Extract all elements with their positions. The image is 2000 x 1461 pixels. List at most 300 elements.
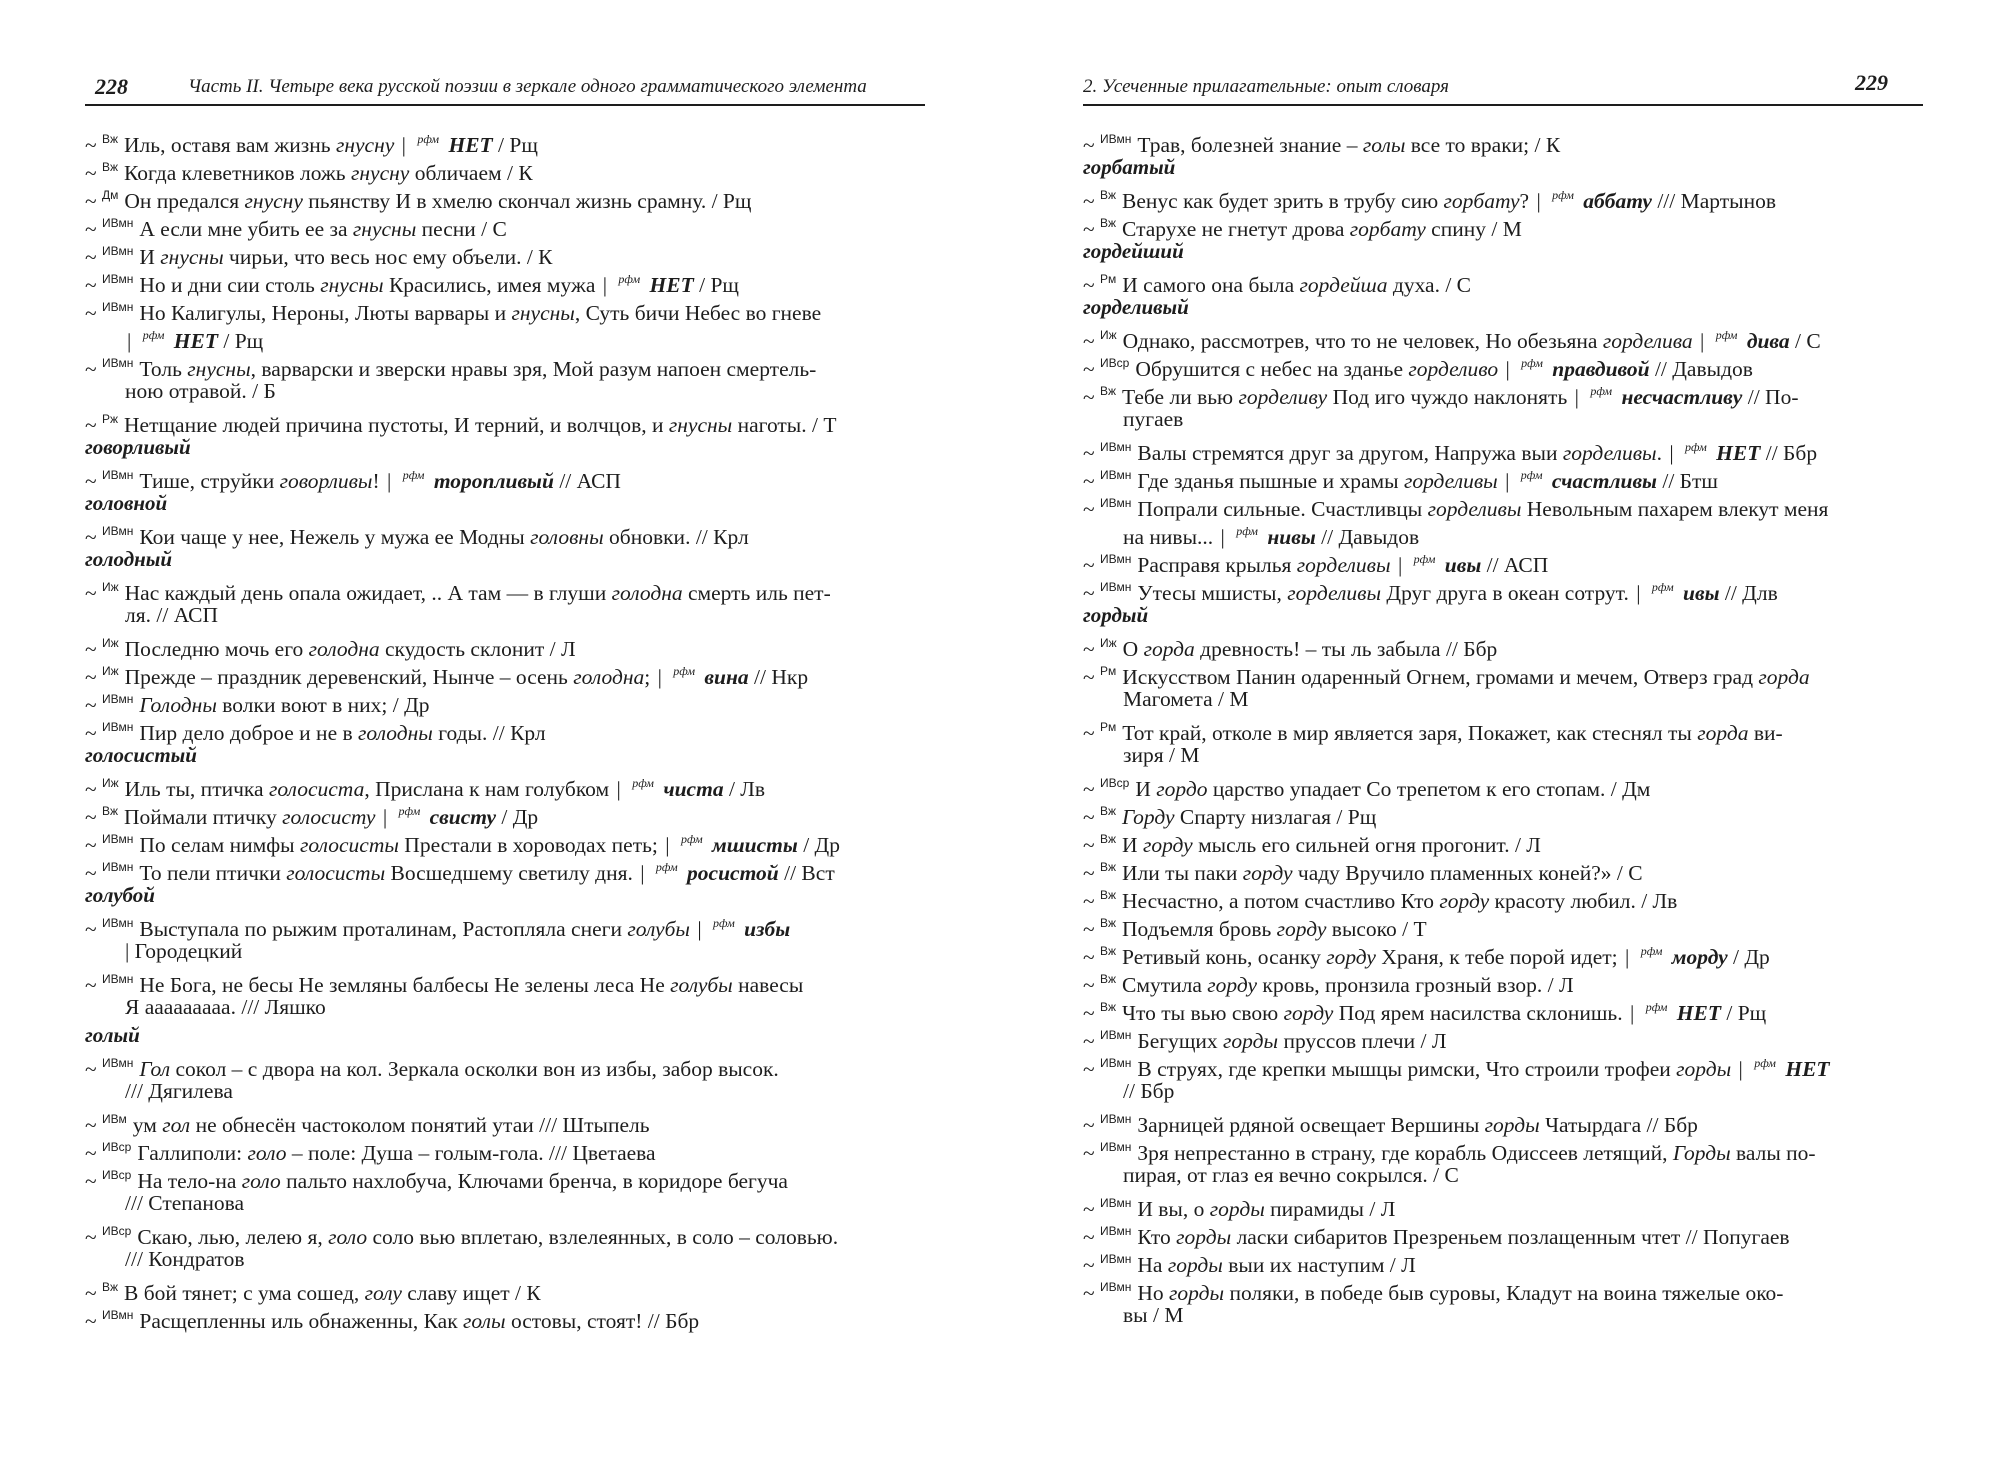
citation-text: На тело-на [137, 1169, 242, 1193]
citation-text: пирая, от глаз ея вечно сокрылся. / С [1123, 1163, 1459, 1187]
citation-text: мысль его сильней огня прогонит. / Л [1192, 833, 1541, 857]
case-mark: ИВмн [1100, 1140, 1132, 1154]
citation-continuation [1083, 1077, 1908, 1105]
tilde-marker: ~ [1083, 357, 1095, 381]
tilde-marker: ~ [85, 245, 97, 269]
citation-text: Пир дело доброе и не в [139, 721, 359, 745]
citation-text: Кто [1137, 1225, 1177, 1249]
citation-line [85, 1217, 910, 1249]
keyword: Горду [1122, 805, 1175, 829]
tilde-marker: ~ [1083, 1197, 1095, 1221]
rhyme-mark: рфм [1236, 524, 1258, 538]
tilde-marker: ~ [85, 357, 97, 381]
citation-text: / Рщ [693, 273, 739, 297]
keyword: горбату [1443, 189, 1520, 213]
keyword: горды [1169, 1281, 1225, 1305]
citation-continuation [1083, 405, 1908, 433]
citation-text: духа. / С [1387, 273, 1472, 297]
case-mark: Вж [1100, 944, 1117, 958]
rhyme-mark: рфм [1651, 580, 1674, 594]
citation-line [1083, 209, 1908, 241]
tilde-marker: ~ [1083, 637, 1095, 661]
rhyme-separator: | [387, 469, 397, 493]
keyword: голо [328, 1225, 368, 1249]
case-mark: ИВмн [1100, 496, 1132, 510]
tilde-marker: ~ [1083, 441, 1095, 465]
rhyme-mark: рфм [1520, 468, 1543, 482]
citation-text: ; [644, 665, 656, 689]
keyword: горды [1223, 1029, 1279, 1053]
citation-line [85, 797, 910, 829]
rhyme-separator: | [396, 133, 412, 157]
citation-text: Магомета / М [1123, 687, 1249, 711]
citation-text: Но [1137, 1281, 1170, 1305]
citation-line [85, 237, 910, 269]
citation-line [85, 405, 910, 437]
citation-continuation [1083, 741, 1908, 769]
citation-text: Валы стремятся друг за другом, Напружа выи [1137, 441, 1563, 465]
tilde-marker: ~ [1083, 945, 1095, 969]
citation-line [1083, 993, 1908, 1025]
keyword: голы [463, 1309, 506, 1333]
citation-text: Последню мочь его [124, 637, 309, 661]
case-mark: Иж [1100, 636, 1117, 650]
citation-text: О [1122, 637, 1144, 661]
citation-text: /// Дягилева [125, 1079, 233, 1103]
case-mark: ИВмн [102, 860, 134, 874]
case-mark: Дм [102, 188, 119, 202]
rhyme-word: торопливый [428, 469, 554, 493]
rhyme-separator: | [1505, 469, 1515, 493]
citation-text: Храня, к тебе порой идет; [1375, 945, 1623, 969]
citation-continuation [85, 601, 910, 629]
citation-line [85, 629, 910, 661]
citation-text: Красились, имея мужа [383, 273, 601, 297]
case-mark: Вж [1100, 860, 1117, 874]
citation-text: Однако, рассмотрев, что то не человек, Но обезьяна [1122, 329, 1603, 353]
citation-text: Нас каждый день опала ожидает, .. А там — в глуши [124, 581, 612, 605]
rhyme-word: дива [1741, 329, 1790, 353]
citation-text: – поле: Душа – голым-гола. /// Цветаева [286, 1141, 656, 1165]
headword-text: голубой [85, 883, 155, 907]
case-mark: Вж [102, 160, 119, 174]
headword-text: горбатый [1083, 155, 1176, 179]
citation-text: / Рщ [1721, 1001, 1767, 1025]
citation-text: Он предался [124, 189, 245, 213]
citation-text: Зарницей рдяной освещает Вершины [1137, 1113, 1485, 1137]
keyword: Голодны [139, 693, 217, 717]
citation-text: Расщепленны иль обнаженны, Как [139, 1309, 464, 1333]
case-mark: ИВмн [102, 300, 134, 314]
tilde-marker: ~ [1083, 777, 1095, 801]
citation-text: Искусством Панин одаренный Огнем, громами и мечем, Отверз град [1122, 665, 1759, 689]
tilde-marker: ~ [85, 917, 97, 941]
citation-text: / Др [797, 833, 840, 857]
keyword: гнусны [511, 301, 575, 325]
keyword: горды [1676, 1057, 1732, 1081]
citation-text: Расправя крылья [1137, 553, 1297, 577]
citation-line [85, 909, 910, 941]
rhyme-mark: рфм [398, 804, 421, 818]
rhyme-mark: рфм [618, 272, 641, 286]
citation-text: Кои чаще у нее, Нежель у мужа ее Модны [139, 525, 531, 549]
tilde-marker: ~ [1083, 917, 1095, 941]
citation-text: / Рщ [218, 329, 264, 353]
keyword: голо [247, 1141, 287, 1165]
rhyme-separator: | [382, 805, 393, 829]
citation-text: Престали в хороводах петь; [398, 833, 664, 857]
citation-text: , Прислана к нам голубком [364, 777, 615, 801]
case-mark: ИВмн [102, 1308, 134, 1322]
keyword: гнусны [352, 217, 417, 241]
case-mark: Вж [1100, 888, 1117, 902]
rhyme-separator: | [1669, 441, 1680, 465]
citation-text: Утесы мшисты, [1137, 581, 1288, 605]
case-mark: ИВср [1100, 776, 1130, 790]
tilde-marker: ~ [1083, 133, 1095, 157]
citation-text: Тот край, отколе в мир является заря, Покажет, как стеснял ты [1122, 721, 1698, 745]
citation-continuation [85, 1077, 910, 1105]
headword [1083, 293, 1908, 321]
rhyme-separator: | [1700, 329, 1710, 353]
case-mark: ИВмн [102, 524, 134, 538]
rhyme-mark: рфм [713, 916, 735, 930]
tilde-marker: ~ [1083, 665, 1095, 689]
case-mark: Вж [1100, 804, 1117, 818]
citation-text: ! [372, 469, 386, 493]
citation-line [1083, 573, 1908, 605]
keyword: голодна [611, 581, 683, 605]
citation-text: Поймали птичку [124, 805, 283, 829]
citation-line [1083, 881, 1908, 913]
tilde-marker: ~ [85, 973, 97, 997]
citation-line [1083, 349, 1908, 381]
case-mark: ИВмн [102, 692, 134, 706]
citation-line [1083, 489, 1908, 521]
citation-text: пальто нахлобуча, Ключами бренча, в коридоре бегуча [280, 1169, 788, 1193]
tilde-marker: ~ [1083, 329, 1095, 353]
citation-line [1083, 321, 1908, 353]
page-number: 228 [95, 74, 128, 99]
keyword: горду [1142, 833, 1193, 857]
case-mark: Вж [102, 132, 119, 146]
citation-text: Иль ты, птичка [124, 777, 269, 801]
citation-text: Когда клеветников ложь [124, 161, 351, 185]
tilde-marker: ~ [85, 693, 97, 717]
citation-text: песни / С [416, 217, 507, 241]
citation-line [1083, 1189, 1908, 1221]
case-mark: Иж [1100, 328, 1117, 342]
headword [1083, 237, 1908, 265]
citation-line [85, 685, 910, 717]
case-mark: Вж [1100, 832, 1117, 846]
headword [1083, 601, 1908, 629]
citation-text: наготы. / Т [732, 413, 837, 437]
tilde-marker: ~ [85, 525, 97, 549]
rhyme-mark: рфм [632, 776, 654, 790]
citation-text: На [1137, 1253, 1168, 1277]
rhyme-mark: рфм [1413, 552, 1436, 566]
rhyme-separator: | [1630, 1001, 1640, 1025]
tilde-marker: ~ [85, 189, 97, 213]
tilde-marker: ~ [85, 133, 97, 157]
citation-text: на нивы... [1123, 525, 1219, 549]
tilde-marker: ~ [1083, 469, 1095, 493]
tilde-marker: ~ [85, 161, 97, 185]
keyword: головны [530, 525, 604, 549]
citation-continuation [85, 321, 910, 353]
headword-text: голосистый [85, 743, 197, 767]
citation-line [1083, 1021, 1908, 1053]
case-mark: ИВмн [102, 720, 134, 734]
citation-text: зиря / М [1123, 743, 1200, 767]
tilde-marker: ~ [85, 1225, 97, 1249]
rhyme-word: свисту [424, 805, 497, 829]
tilde-marker: ~ [85, 217, 97, 241]
case-mark: ИВср [1100, 356, 1130, 370]
case-mark: ИВср [102, 1224, 132, 1238]
citation-text: / Лв [723, 777, 766, 801]
case-mark: Рм [1100, 720, 1117, 734]
citation-line [85, 573, 910, 605]
citation-text: ум [132, 1113, 163, 1137]
case-mark: ИВмн [1100, 1196, 1132, 1210]
citation-text: Чатырдага // Ббр [1539, 1113, 1698, 1137]
case-mark: ИВмн [102, 244, 134, 258]
citation-line [1083, 909, 1908, 941]
citation-line [1083, 125, 1908, 157]
citation-text: валы по- [1730, 1141, 1816, 1165]
rhyme-mark: рфм [1645, 1000, 1668, 1014]
keyword: горделивы [1296, 553, 1391, 577]
headword [85, 741, 910, 769]
keyword: гордо [1156, 777, 1208, 801]
left-page [85, 0, 925, 1461]
rhyme-mark: рфм [1521, 356, 1543, 370]
rhyme-mark: рфм [1640, 944, 1663, 958]
tilde-marker: ~ [1083, 1057, 1095, 1081]
citation-line [85, 1133, 910, 1165]
keyword: горда [1758, 665, 1810, 689]
citation-text: Толь [139, 357, 188, 381]
citation-text: И [1135, 777, 1157, 801]
keyword: говорливы [279, 469, 373, 493]
keyword: горделивы [1427, 497, 1522, 521]
headword-text: головной [85, 491, 168, 515]
citation-text: царство упадает Со трепетом к его стопам. / Дм [1207, 777, 1651, 801]
case-mark: ИВм [102, 1112, 127, 1126]
citation-text: Обрушится с небес на зданье [1135, 357, 1409, 381]
citation-line [85, 853, 910, 885]
tilde-marker: ~ [1083, 497, 1095, 521]
rhyme-mark: рфм [142, 328, 165, 342]
keyword: голу [364, 1281, 402, 1305]
citation-continuation [1083, 1161, 1908, 1189]
rhyme-mark: рфм [655, 860, 678, 874]
citation-text: пугаев [1123, 407, 1184, 431]
keyword: голы [1362, 133, 1406, 157]
citation-line [85, 769, 910, 801]
dictionary-column [1083, 125, 1908, 1329]
citation-text: // Ббр [1760, 441, 1818, 465]
citation-text: По селам нимфы [139, 833, 300, 857]
tilde-marker: ~ [85, 273, 97, 297]
citation-text: И [139, 245, 161, 269]
case-mark: Вж [1100, 1000, 1117, 1014]
rhyme-separator: | [602, 273, 613, 297]
rhyme-word: НЕТ [1671, 1001, 1721, 1025]
page-number: 229 [1855, 70, 1888, 95]
citation-text: чаду Вручило пламенных коней?» / С [1292, 861, 1643, 885]
citation-text: /// Кондратов [125, 1247, 245, 1271]
citation-line [1083, 1217, 1908, 1249]
tilde-marker: ~ [1083, 217, 1095, 241]
citation-text: Друг друга в океан сотрут. [1381, 581, 1635, 605]
citation-line [1083, 1133, 1908, 1165]
citation-text: смерть иль пет- [682, 581, 831, 605]
rhyme-word: НЕТ [168, 329, 218, 353]
citation-line [1083, 937, 1908, 969]
citation-text: Я ааааааааа. /// Ляшко [125, 995, 326, 1019]
citation-text: // АСП [1481, 553, 1549, 577]
keyword: гнусну [244, 189, 303, 213]
keyword: голубы [670, 973, 733, 997]
case-mark: ИВмн [102, 972, 134, 986]
keyword: горделиво [1408, 357, 1499, 381]
citation-line [1083, 713, 1908, 745]
rhyme-mark: рфм [417, 132, 440, 146]
keyword: горды [1176, 1225, 1232, 1249]
keyword: гнусны [187, 357, 251, 381]
tilde-marker: ~ [85, 1169, 97, 1193]
tilde-marker: ~ [1083, 553, 1095, 577]
case-mark: Иж [102, 636, 119, 650]
tilde-marker: ~ [1083, 889, 1095, 913]
keyword: горделивы [1287, 581, 1382, 605]
headword [85, 545, 910, 573]
rhyme-separator: | [657, 665, 668, 689]
rhyme-separator: | [1636, 581, 1646, 605]
rhyme-separator: | [1220, 525, 1231, 549]
rhyme-mark: рфм [1715, 328, 1738, 342]
case-mark: ИВмн [102, 1056, 134, 1070]
citation-text: ? [1519, 189, 1535, 213]
rhyme-word: ивы [1439, 553, 1482, 577]
keyword: горду [1242, 861, 1293, 885]
tilde-marker: ~ [1083, 1001, 1095, 1025]
case-mark: Вж [1100, 188, 1117, 202]
citation-text: // Бтш [1656, 469, 1718, 493]
case-mark: Вж [1100, 972, 1117, 986]
keyword: горделивы [1403, 469, 1498, 493]
case-mark: ИВмн [1100, 1112, 1132, 1126]
tilde-marker: ~ [1083, 721, 1095, 745]
running-head [1083, 70, 1923, 106]
case-mark: Иж [102, 580, 119, 594]
rhyme-mark: рфм [680, 832, 703, 846]
citation-text: Иль, оставя вам жизнь [124, 133, 336, 157]
tilde-marker: ~ [85, 777, 97, 801]
keyword: горду [1276, 917, 1327, 941]
rhyme-word: несчастливу [1616, 385, 1743, 409]
citation-text: А если мне убить ее за [139, 217, 353, 241]
headword [85, 1021, 910, 1049]
citation-text: , Суть бичи Небес во гневе [574, 301, 822, 325]
citation-text: красоту любил. / Лв [1489, 889, 1678, 913]
keyword: голосисты [286, 861, 386, 885]
keyword: голо [241, 1169, 281, 1193]
citation-line [85, 1105, 910, 1137]
citation-line [85, 265, 910, 297]
citation-text: | Городецкий [125, 939, 243, 963]
citation-text: / Др [496, 805, 539, 829]
dictionary-column [85, 125, 910, 1333]
citation-text: / Рщ [492, 133, 538, 157]
citation-line [1083, 853, 1908, 885]
case-mark: Рм [1100, 664, 1117, 678]
citation-text: Ретивый конь, осанку [1122, 945, 1327, 969]
case-mark: Рж [102, 412, 119, 426]
tilde-marker: ~ [1083, 973, 1095, 997]
citation-text: Но Калигулы, Нероны, Люты варвары и [139, 301, 512, 325]
citation-text: // По- [1742, 385, 1799, 409]
tilde-marker: ~ [85, 861, 97, 885]
citation-text: годы. // Крл [432, 721, 546, 745]
citation-text: не обнесён частоколом понятий утаи /// Штыпель [190, 1113, 650, 1137]
citation-text: /// Мартынов [1651, 189, 1776, 213]
case-mark: Вж [102, 1280, 119, 1294]
rhyme-word: морду [1666, 945, 1728, 969]
keyword: гордейша [1299, 273, 1388, 297]
case-mark: ИВмн [102, 272, 134, 286]
keyword: горда [1143, 637, 1195, 661]
tilde-marker: ~ [85, 1141, 97, 1165]
citation-text: В бой тянет; с ума сошед, [124, 1281, 365, 1305]
keyword: горду [1439, 889, 1490, 913]
citation-text: Что ты вью свою [1122, 1001, 1284, 1025]
keyword: голодна [308, 637, 380, 661]
rhyme-mark: рфм [1590, 384, 1613, 398]
citation-text: Нетщание людей причина пустоты, И терний, и волчцов, и [124, 413, 669, 437]
tilde-marker: ~ [85, 581, 97, 605]
tilde-marker: ~ [1083, 1253, 1095, 1277]
citation-text: спину / М [1425, 217, 1522, 241]
rhyme-mark: рфм [402, 468, 425, 482]
rhyme-word: избы [738, 917, 791, 941]
citation-text: Спарту низлагая / Рщ [1174, 805, 1377, 829]
headword-text: гордый [1083, 603, 1149, 627]
running-head [85, 70, 925, 106]
keyword: голубы [627, 917, 690, 941]
citation-text: Но и дни сии столь [139, 273, 321, 297]
tilde-marker: ~ [1083, 273, 1095, 297]
case-mark: ИВмн [1100, 132, 1132, 146]
keyword: горделиву [1238, 385, 1328, 409]
citation-line [85, 153, 910, 185]
citation-text: Бегущих [1137, 1029, 1224, 1053]
citation-text: обновки. // Крл [603, 525, 749, 549]
citation-text: . [1656, 441, 1668, 465]
tilde-marker: ~ [1083, 189, 1095, 213]
citation-text: / Др [1727, 945, 1770, 969]
citation-text: И самого она была [1122, 273, 1300, 297]
citation-line [1083, 265, 1908, 297]
citation-continuation [1083, 1301, 1908, 1329]
case-mark: ИВмн [102, 356, 134, 370]
keyword: голосисты [300, 833, 399, 857]
rhyme-separator: | [1738, 1057, 1749, 1081]
keyword: Горды [1672, 1141, 1731, 1165]
